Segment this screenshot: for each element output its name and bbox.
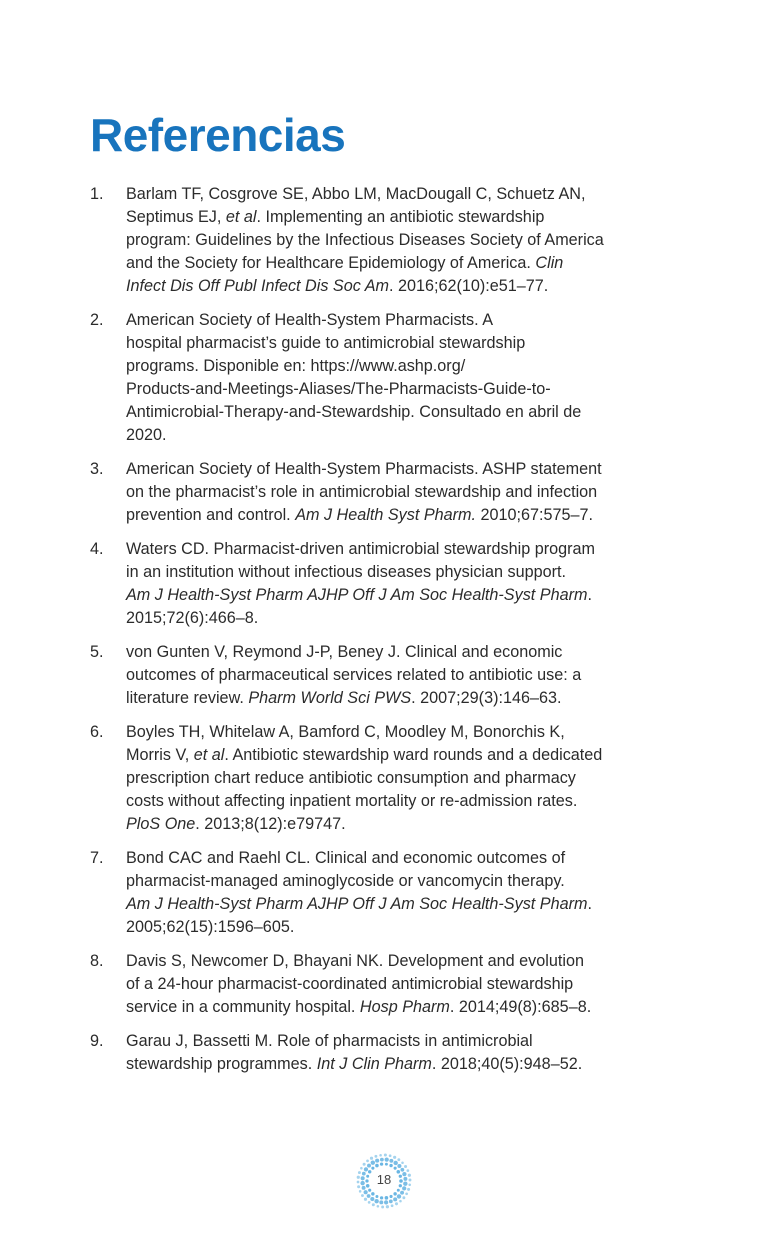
reference-line — [126, 641, 690, 664]
ornament-dot — [380, 1158, 384, 1162]
reference-segment: 2020. — [126, 426, 167, 444]
reference-segment: Waters CD. Pharmacist-driven antimicrobial stewardship program — [126, 540, 595, 558]
reference-line — [126, 183, 690, 206]
ornament-dot — [379, 1154, 382, 1157]
ornament-dot — [380, 1163, 383, 1166]
reference-italic-segment: Am J Health-Syst Pharm AJHP Off J Am Soc Health-Syst Pharm — [126, 895, 588, 913]
reference-list — [90, 183, 690, 1087]
page-title: Referencias — [90, 109, 346, 161]
reference-line — [126, 744, 690, 767]
reference-item — [90, 847, 690, 939]
reference-line — [126, 309, 690, 332]
ornament-dot — [374, 1199, 378, 1203]
reference-segment: . 2018;40(5):948–52. — [431, 1055, 583, 1073]
reference-italic-segment: Am J Health-Syst Pharm AJHP Off J Am Soc Health-Syst Pharm — [126, 586, 588, 604]
reference-segment: . 2007;29(3):146–63. — [411, 689, 562, 707]
reference-line — [126, 424, 690, 447]
ornament-dot — [367, 1164, 371, 1168]
reference-line — [126, 355, 690, 378]
reference-segment: . 2016;62(10):e51–77. — [388, 277, 549, 295]
ornament-dot — [386, 1205, 389, 1208]
reference-segment: hospital pharmacist’s guide to antimicrobial stewardship — [126, 334, 526, 352]
reference-text — [126, 458, 690, 527]
ornament-dot — [393, 1197, 397, 1201]
reference-italic-segment: Hosp Pharm — [359, 998, 450, 1016]
ornament-dot — [389, 1200, 393, 1204]
reference-line — [126, 458, 690, 481]
reference-segment: Septimus EJ, — [126, 208, 226, 226]
reference-line — [126, 973, 690, 996]
reference-item — [90, 950, 690, 1019]
reference-segment: and the Society for Healthcare Epidemiology of America. — [126, 254, 536, 272]
ornament-dot — [364, 1190, 368, 1194]
reference-line — [126, 584, 690, 607]
reference-segment: Morris V, — [126, 746, 194, 764]
ornament-dot — [371, 1192, 374, 1195]
ornament-dot — [402, 1196, 405, 1199]
reference-segment: on the pharmacist’s role in antimicrobial stewardship and infection — [126, 483, 598, 501]
reference-item — [90, 721, 690, 836]
ornament-dot — [397, 1194, 401, 1198]
reference-text — [126, 721, 690, 836]
reference-number: 6. — [90, 723, 104, 741]
ornament-dot — [393, 1156, 396, 1159]
ornament-dot — [360, 1167, 363, 1170]
reference-segment: Garau J, Bassetti M. Role of pharmacists in antimicrobial — [126, 1032, 533, 1050]
reference-segment: American Society of Health-System Pharmacists. ASHP statement — [126, 460, 602, 478]
reference-text — [126, 309, 690, 447]
reference-item — [90, 538, 690, 630]
reference-segment: . 2013;8(12):e79747. — [195, 815, 346, 833]
ornament-dot — [389, 1154, 392, 1157]
reference-line — [126, 870, 690, 893]
ornament-dot — [367, 1194, 371, 1198]
reference-segment: Boyles TH, Whitelaw A, Bamford C, Moodley M, Bonorchis K, — [126, 723, 565, 741]
reference-line — [126, 767, 690, 790]
reference-segment: stewardship programmes. — [126, 1055, 317, 1073]
ornament-dot — [363, 1163, 366, 1166]
reference-number: 5. — [90, 643, 104, 661]
ornament-dot — [370, 1157, 373, 1160]
ornament-dot — [379, 1200, 383, 1204]
reference-number: 9. — [90, 1032, 104, 1050]
ornament-dot — [371, 1167, 374, 1170]
ornament-dot — [370, 1197, 374, 1201]
reference-italic-segment: Int J Clin Pharm — [316, 1055, 432, 1073]
reference-line — [126, 332, 690, 355]
reference-segment: prevention and control. — [126, 506, 296, 524]
ornament-dot — [393, 1192, 396, 1195]
reference-number: 4. — [90, 540, 104, 558]
reference-text — [126, 538, 690, 630]
reference-line — [126, 950, 690, 973]
reference-line — [126, 504, 690, 527]
ornament-dot — [405, 1192, 408, 1195]
reference-number: 8. — [90, 952, 104, 970]
reference-text — [126, 1030, 690, 1076]
reference-line — [126, 401, 690, 424]
ornament-dot — [401, 1161, 404, 1164]
reference-text — [126, 950, 690, 1019]
reference-segment: prescription chart reduce antibiotic consumption and pharmacy — [126, 769, 576, 787]
reference-segment: 2005;62(15):1596–605. — [126, 918, 295, 936]
reference-line — [126, 378, 690, 401]
page-number: 18 — [376, 1172, 392, 1187]
reference-item — [90, 183, 690, 298]
ornament-dot — [385, 1163, 388, 1166]
reference-item — [90, 309, 690, 447]
reference-segment: pharmacist-managed aminoglycoside or vancomycin therapy. — [126, 872, 565, 890]
reference-segment: Bond CAC and Raehl CL. Clinical and economic outcomes of — [126, 849, 566, 867]
reference-item — [90, 458, 690, 527]
ornament-dot — [397, 1158, 400, 1161]
ornament-dot — [390, 1195, 393, 1198]
reference-segment: Products-and-Meetings-Aliases/The-Pharmacists-Guide-to- — [126, 380, 551, 398]
reference-segment: literature review. — [126, 689, 249, 707]
ornament-dot — [375, 1195, 378, 1198]
reference-italic-segment: et al — [225, 208, 257, 226]
reference-line — [126, 561, 690, 584]
reference-segment: . — [587, 586, 592, 604]
reference-line — [126, 275, 690, 298]
reference-line — [126, 996, 690, 1019]
ornament-dot — [380, 1196, 383, 1199]
reference-italic-segment: Clin — [535, 254, 564, 272]
reference-segment: program: Guidelines by the Infectious Diseases Society of America — [126, 231, 604, 249]
reference-italic-segment: PloS One — [126, 815, 196, 833]
reference-line — [126, 813, 690, 836]
ornament-dot — [366, 1160, 369, 1163]
ornament-dot — [364, 1198, 367, 1201]
ornament-dot — [384, 1154, 387, 1157]
ornament-dot — [368, 1189, 371, 1192]
reference-line — [126, 916, 690, 939]
reference-segment: . 2014;49(8):685–8. — [449, 998, 592, 1016]
reference-line — [126, 687, 690, 710]
reference-segment: . — [587, 895, 592, 913]
reference-line — [126, 790, 690, 813]
reference-segment: 2010;67:575–7. — [476, 506, 594, 524]
ornament-dot — [368, 1201, 371, 1204]
reference-text — [126, 183, 690, 298]
reference-italic-segment: Am J Health Syst Pharm. — [295, 506, 477, 524]
reference-italic-segment: et al — [193, 746, 225, 764]
ornament-dot — [361, 1194, 364, 1197]
reference-segment: . Implementing an antibiotic stewardship — [256, 208, 545, 226]
ornament-dot — [375, 1159, 379, 1163]
reference-segment: outcomes of pharmaceutical services related to antibiotic use: a — [126, 666, 582, 684]
ornament-dot — [400, 1191, 404, 1195]
reference-segment: service in a community hospital. — [126, 998, 360, 1016]
reference-line — [126, 607, 690, 630]
ornament-dot — [359, 1190, 362, 1193]
ornament-dot — [404, 1165, 407, 1168]
reference-segment: 2015;72(6):466–8. — [126, 609, 259, 627]
reference-segment: programs. Disponible en: https://www.ashp.org/ — [126, 357, 466, 375]
reference-segment: in an institution without infectious diseases physician support. — [126, 563, 567, 581]
reference-line — [126, 664, 690, 687]
reference-line — [126, 252, 690, 275]
reference-line — [126, 893, 690, 916]
ornament-dot — [395, 1202, 398, 1205]
ornament-dot — [399, 1200, 402, 1203]
reference-number: 3. — [90, 460, 104, 478]
ornament-dot — [393, 1161, 397, 1165]
ornament-dot — [389, 1164, 392, 1167]
ornament-dot — [377, 1205, 380, 1208]
reference-number: 2. — [90, 311, 104, 329]
ornament-dot — [385, 1196, 389, 1200]
reference-line — [126, 229, 690, 252]
reference-segment: . Antibiotic stewardship ward rounds and a dedicated — [224, 746, 603, 764]
ornament-dot — [374, 1155, 377, 1158]
reference-text — [126, 847, 690, 939]
ornament-dot — [381, 1206, 384, 1209]
reference-segment: Barlam TF, Cosgrove SE, Abbo LM, MacDougall C, Schuetz AN, — [126, 185, 586, 203]
reference-item — [90, 641, 690, 710]
reference-text — [126, 641, 690, 710]
reference-italic-segment: Pharm World Sci PWS — [248, 689, 412, 707]
reference-line — [126, 206, 690, 229]
ornament-dot — [407, 1188, 410, 1191]
reference-segment: Antimicrobial-Therapy-and-Stewardship. Consultado en abril de — [126, 403, 582, 421]
ornament-dot — [394, 1167, 397, 1170]
reference-italic-segment: Infect Dis Off Publ Infect Dis Soc Am — [126, 277, 389, 295]
ornament-dot — [364, 1167, 368, 1171]
reference-line — [126, 721, 690, 744]
ornament-dot — [391, 1204, 394, 1207]
reference-line — [126, 847, 690, 870]
ornament-dot — [371, 1160, 375, 1164]
reference-number: 7. — [90, 849, 104, 867]
ornament-dot — [385, 1158, 389, 1162]
reference-item — [90, 1030, 690, 1076]
reference-line — [126, 481, 690, 504]
ornament-dot — [384, 1200, 388, 1204]
page-footer — [354, 1151, 414, 1211]
ornament-dot — [372, 1203, 375, 1206]
ornament-dot — [389, 1159, 393, 1163]
reference-segment: of a 24-hour pharmacist-coordinated antimicrobial stewardship — [126, 975, 574, 993]
reference-line — [126, 1053, 690, 1076]
reference-segment: American Society of Health-System Pharmacists. A — [126, 311, 494, 329]
ornament-dot — [375, 1164, 379, 1168]
reference-line — [126, 1030, 690, 1053]
reference-segment: costs without affecting inpatient mortality or re-admission rates. — [126, 792, 578, 810]
reference-segment: von Gunten V, Reymond J-P, Beney J. Clinical and economic — [126, 643, 563, 661]
reference-line — [126, 538, 690, 561]
reference-number: 1. — [90, 185, 104, 203]
ornament-dot — [397, 1189, 400, 1192]
reference-segment: Davis S, Newcomer D, Bhayani NK. Development and evolution — [126, 952, 584, 970]
ornament-dot — [397, 1164, 401, 1168]
